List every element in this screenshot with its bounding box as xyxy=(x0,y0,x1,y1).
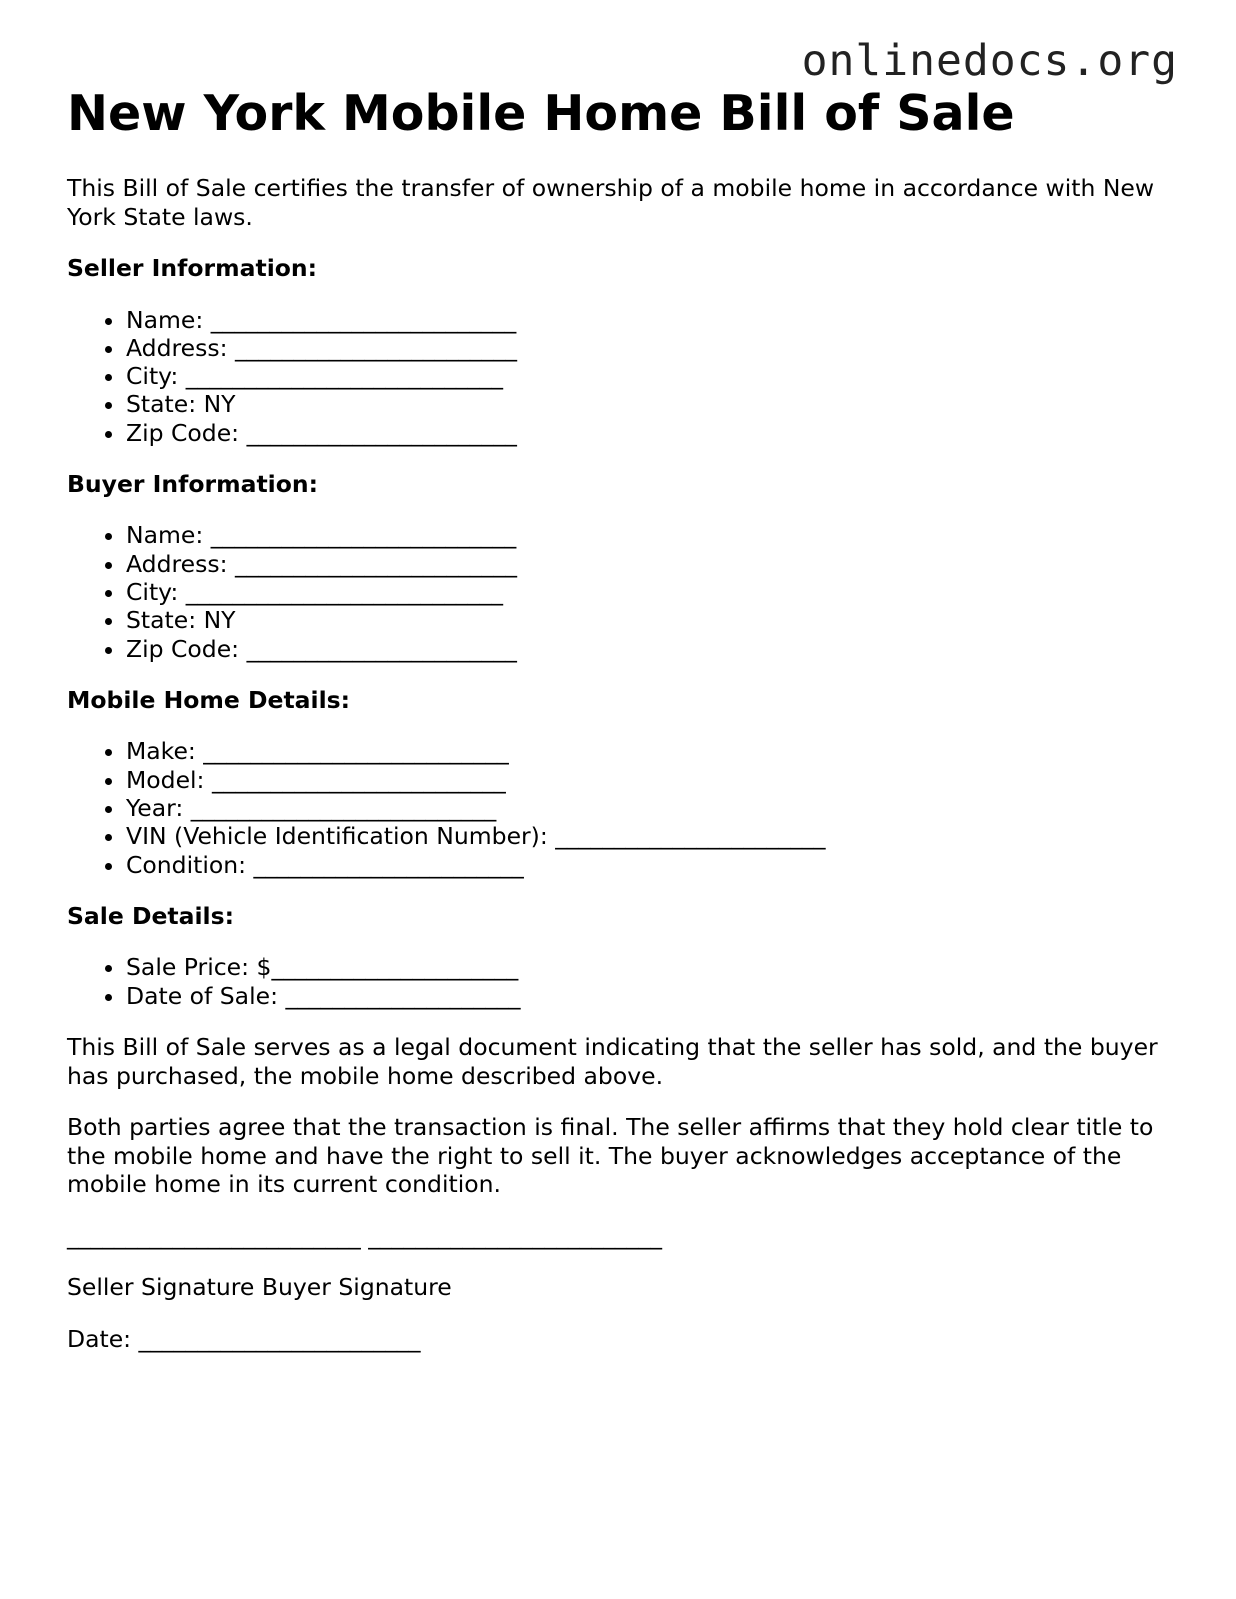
mobile-home-heading: Mobile Home Details: xyxy=(67,685,351,714)
make-field: • Make: __________________________ xyxy=(126,737,1177,765)
buyer-list xyxy=(67,521,1177,662)
seller-zip-field: • Zip Code: _______________________ xyxy=(126,419,1177,447)
signature-lines: _________________________ _________________________ xyxy=(67,1221,662,1250)
sale-price-field: • Sale Price: $_____________________ xyxy=(126,953,1177,981)
seller-state-field: • State: NY xyxy=(126,390,1177,418)
seller-city-field: • City: ___________________________ xyxy=(126,362,1177,390)
agreement-paragraph: Both parties agree that the transaction is final. The seller affirms that they hold clear title to the mobile home and have the right to sell it. The buyer acknowledges acceptance of the mobile home in its current condition. xyxy=(67,1113,1154,1199)
seller-address-field: • Address: ________________________ xyxy=(126,334,1177,362)
buyer-state-field: • State: NY xyxy=(126,606,1177,634)
model-field: • Model: _________________________ xyxy=(126,766,1177,794)
intro-paragraph: This Bill of Sale certifies the transfer of ownership of a mobile home in accordance with New York State laws. xyxy=(67,174,1155,231)
legal-statement-paragraph: This Bill of Sale serves as a legal document indicating that the seller has sold, and the buyer has purchased, the mobile home described above. xyxy=(67,1033,1158,1090)
page-title: New York Mobile Home Bill of Sale xyxy=(67,85,1015,142)
date-of-sale-field: • Date of Sale: ____________________ xyxy=(126,982,1177,1010)
seller-heading: Seller Information: xyxy=(67,254,318,282)
mobile-home-list xyxy=(67,737,1177,878)
vin-field: • VIN (Vehicle Identification Number): _______________________ xyxy=(126,822,1177,850)
watermark: onlinedocs.org xyxy=(801,36,1178,86)
year-field: • Year: __________________________ xyxy=(126,794,1177,822)
buyer-name-field: • Name: __________________________ xyxy=(126,521,1177,549)
buyer-address-field: • Address: ________________________ xyxy=(126,550,1177,578)
signature-labels: Seller Signature Buyer Signature xyxy=(67,1273,452,1302)
condition-field: • Condition: _______________________ xyxy=(126,851,1177,879)
signature-date-field: Date: ________________________ xyxy=(67,1324,421,1353)
sale-heading: Sale Details: xyxy=(67,901,234,930)
sale-list xyxy=(67,953,1177,1010)
seller-name-field: • Name: __________________________ xyxy=(126,306,1177,334)
buyer-zip-field: • Zip Code: _______________________ xyxy=(126,635,1177,663)
buyer-heading: Buyer Information: xyxy=(67,469,319,498)
buyer-city-field: • City: ___________________________ xyxy=(126,578,1177,606)
document-page xyxy=(67,84,1177,1353)
seller-list xyxy=(67,306,1177,447)
